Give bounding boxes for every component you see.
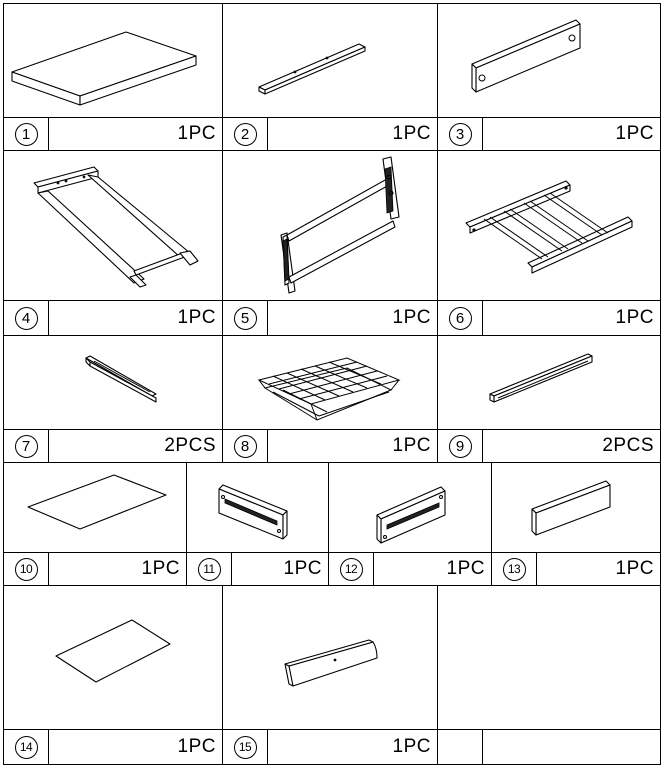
part-number: 4 bbox=[15, 307, 38, 330]
drawer-runner-icon bbox=[4, 336, 222, 430]
part-number: 11 bbox=[198, 558, 221, 581]
side-frame-icon bbox=[4, 151, 222, 301]
part-quantity: 1PC bbox=[177, 307, 216, 328]
narrow-strip-icon bbox=[223, 4, 437, 118]
part-cell-13 bbox=[491, 462, 661, 586]
part-cell-10 bbox=[3, 462, 187, 586]
part-number: 7 bbox=[15, 435, 38, 458]
part-cell-2 bbox=[222, 3, 438, 151]
part-quantity: 1PC bbox=[141, 558, 180, 579]
empty-cell bbox=[437, 585, 661, 765]
part-quantity: 1PC bbox=[392, 123, 431, 144]
part-number: 8 bbox=[234, 435, 257, 458]
part-number: 14 bbox=[15, 736, 38, 759]
parts-list-sheet bbox=[3, 3, 661, 765]
part-quantity: 1PC bbox=[392, 307, 431, 328]
part-quantity: 1PC bbox=[446, 558, 485, 579]
part-number: 10 bbox=[15, 558, 38, 581]
rail-icon bbox=[438, 336, 660, 430]
part-number: 9 bbox=[449, 435, 472, 458]
part-quantity: 1PC bbox=[177, 736, 216, 757]
part-cell-9 bbox=[437, 335, 661, 463]
part-quantity: 1PC bbox=[615, 558, 654, 579]
part-number: 1 bbox=[15, 123, 38, 146]
drawer-side-left-icon bbox=[187, 463, 328, 555]
part-cell-4 bbox=[3, 150, 223, 336]
part-cell-11 bbox=[186, 462, 329, 586]
part-quantity: 1PC bbox=[615, 307, 654, 328]
part-cell-7 bbox=[3, 335, 223, 463]
drawer-bottom-icon bbox=[4, 586, 222, 732]
side-frame-with-runner-icon bbox=[223, 151, 437, 301]
wire-basket-icon bbox=[223, 336, 437, 430]
thin-panel-icon bbox=[4, 463, 186, 555]
part-quantity: 1PC bbox=[615, 123, 654, 144]
part-cell-15 bbox=[222, 585, 438, 765]
part-cell-14 bbox=[3, 585, 223, 765]
part-cell-6 bbox=[437, 150, 661, 336]
part-cell-3 bbox=[437, 3, 661, 151]
part-number: 5 bbox=[234, 307, 257, 330]
part-number: 13 bbox=[503, 558, 526, 581]
part-number: 15 bbox=[234, 736, 257, 759]
drawer-front-icon bbox=[223, 586, 437, 732]
part-number: 2 bbox=[234, 123, 257, 146]
tabletop-panel-icon bbox=[4, 4, 222, 118]
part-quantity: 1PC bbox=[392, 435, 431, 456]
part-quantity: 1PC bbox=[392, 736, 431, 757]
part-quantity: 2PCS bbox=[602, 435, 654, 456]
part-number: 3 bbox=[449, 123, 472, 146]
part-cell-8 bbox=[222, 335, 438, 463]
part-quantity: 1PC bbox=[177, 123, 216, 144]
part-number: 6 bbox=[449, 307, 472, 330]
back-rail-board-icon bbox=[438, 4, 660, 118]
part-number: 12 bbox=[340, 558, 363, 581]
part-cell-12 bbox=[328, 462, 492, 586]
part-quantity: 1PC bbox=[283, 558, 322, 579]
slatted-rack-icon bbox=[438, 151, 660, 301]
part-quantity: 2PCS bbox=[164, 435, 216, 456]
drawer-back-icon bbox=[492, 463, 660, 555]
part-cell-1 bbox=[3, 3, 223, 151]
drawer-side-right-icon bbox=[329, 463, 491, 555]
part-cell-5 bbox=[222, 150, 438, 336]
